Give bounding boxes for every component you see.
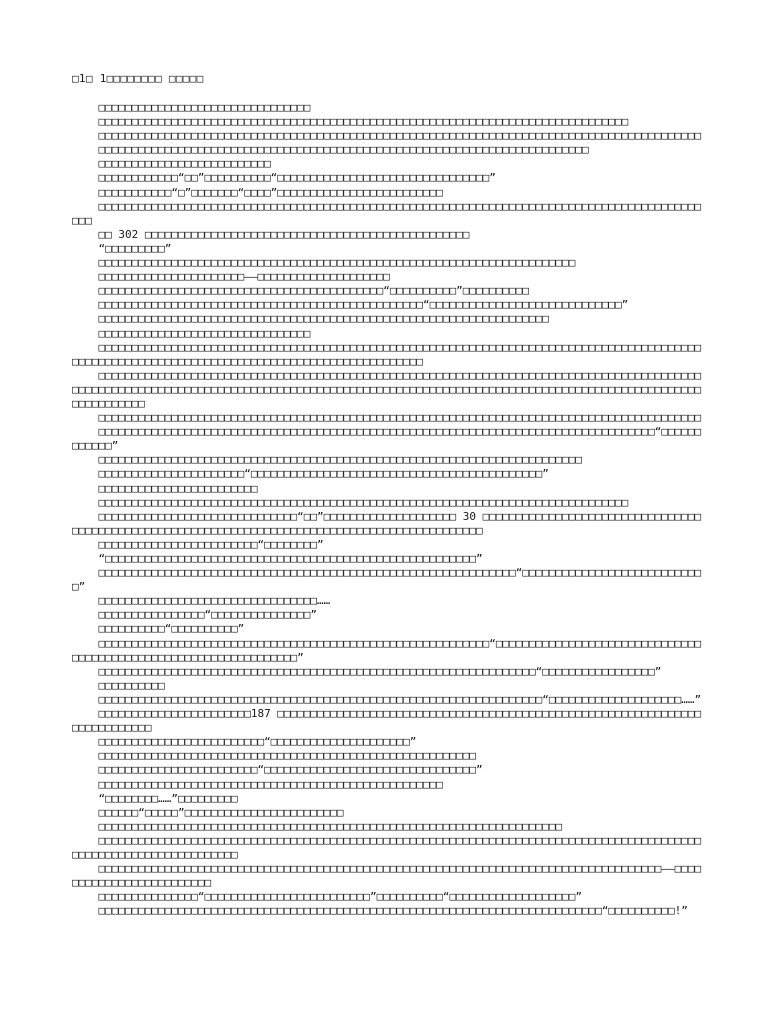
paragraph: □□□□□□□□□□□□□□□□□□□□□□□□□□□□□□□□□□□□□□□□□□□□□□□□□□□□□□□□□□□□□□□□□□□□□□□□ (72, 256, 576, 270)
paragraph: □□□□□□□□□□□□□□□□□□□□□□□□□□□□□□□□□□□□□□□□□□□□□□□□□□□□□□□□□ (72, 749, 476, 763)
paragraph: □□□□□□□□□□□□□□□□□□□□□□□□□□□□□□□□□□□□□□□□□□□□□□□□□□□□□□□□□□□□□□□□□□□□□□□□□□□□□□□□□□□□□□□□□□□□□□□□□□□□□□□□□□□□□□□□□□□□□□□□□□□□□□□□□□□□□□□□□□□□□□□□□□□□□□□□□□□□□□□□□□□□□□□□□□□□□□□□□□□□□□□□□□□□□□□□□□□□□ (72, 368, 702, 410)
paragraph: □□□□□□□□□□□□□□□□□□□□□□□□□□□□□□□□ (72, 101, 311, 114)
paragraph: □□□□□□□□□□□□□□□□□□□□□□□□□□□□□□□□□□□□□□□□□□□□□□□□□□□□□□□□□□□“□□□□□□□□□□□□□□□□□□□□□□□□□□□□□□□□□□□□□□□□□□□□□□□□□□□□□□□□□□□□□□□□□” (72, 636, 702, 664)
paragraph: □□□□□□□□□□□□□□□□□□□□□□□□□□ (72, 157, 271, 171)
paragraph: □□□□□□□□□□□□□□□□□□□□□□□□□□□□□□□□□□□□□□□□□□□□□□□□□□□□□□□□□□□□□□□□□□□□□□□□□□□□□□□□□□□□□□□□□□□□□□ (72, 199, 702, 227)
paragraph: □□□□□□□□□□□□□□□□□□□□□□□□□□□□□□□□□□□□□□□□□□□□□□□□□□□□□□□□□□□□□□□□□□□□□□□□□□□□□□□□□□□□□□□□□□□ (72, 129, 702, 143)
document-page (72, 72, 702, 918)
paragraph: □□□□□□□□□□ (72, 678, 165, 692)
paragraph: □□□□□□□□□□□□□□□□□□□□□□□□□□□□□□□□□□□□□□□□□□□□□□□□□□□□□□□□□□□□□□□□□□□□□□□□□ (72, 453, 582, 467)
paragraph: □□□□□□□□□□□□□□□“□□□□□□□□□□□□□□□□□□□□□□□□□”□□□□□□□□□□“□□□□□□□□□□□□□□□□□□□” (72, 890, 582, 904)
paragraph: □□□□□□□□□□□□□□□□□□□□□□□□□□□□□□□□□…… (72, 594, 331, 608)
paragraph: “□□□□□□□□……”□□□□□□□□□ (72, 791, 238, 805)
paragraph: □□□□□□□□□□□□□□□□□□□□□□□□“□□□□□□□□□□□□□□□□□□□□□□□□□□□□□□□□” (72, 763, 483, 777)
document-body (72, 101, 702, 918)
paragraph: □□□□□□□□□□□□□□□□□□□□□□□□□□□□□□□□□□□□□□□□□□□□□□□□□□□□□□□□□□□□□□□□□□□□ (72, 312, 549, 326)
paragraph: □□□□□□□□□□□□□□□□□□□□□□□□□□□□□□“□□”□□□□□□□□□□□□□□□□□□□□ 30 □□□□□□□□□□□□□□□□□□□□□□□□□□□□□□□□□□□□□□□□□□□□□□□□□□□□□□□□□□□□□□□□□□□□□□□□□□□□□□□□□□□□□□□□□□□□□□□ (72, 509, 702, 537)
paragraph: □□□□□□□□□□□□□□□□□□□□□□□□ (72, 481, 258, 495)
paragraph: □□□□□□□□□□□□□□□□□□□□□□□□□“□□□□□□□□□□□□□□□□□□□□□” (72, 735, 417, 749)
paragraph: □□□□□□□□□□□□□□□□□□□□□□□□“□□□□□□□□” (72, 537, 324, 551)
paragraph: □□□□□□□□□□□□□□□□□□□□□□□□□□□□□□□□□□□□□□□□□□□□□□□□□□□□□□□□□□□□□□□“□□□□□□□□□□□□□□□□□□□□□□□□□□□□” (72, 566, 702, 594)
paragraph: □□□□□□□□□□“□□□□□□□□□□” (72, 622, 245, 636)
paragraph: □□□□□□□□□□□□□□□□□□□□□□□□□□□□□□□□□□□□□□□□□□□□□□□□□□□□□□□□□□□□□□□□□□□□□□□□□□□□□□□□□□□□□□□□□□□□□□□□□□□□□□□□□□□□□□□□□□□□□□□□□□□□□□□□□□□□□□□□□□□□□□□□ (72, 340, 702, 368)
paragraph: □□□□□□□□□□□□□□□□□□□□□□□□□□□□□□□□□□□□□□□□□□□□□□□□□“□□□□□□□□□□□□□□□□□□□□□□□□□□□□□” (72, 298, 629, 312)
paragraph: □□□□□□□□□□□□□□□□“□□□□□□□□□□□□□□□” (72, 608, 318, 622)
paragraph: □□□□□□□□□□□□“□□”□□□□□□□□□□“□□□□□□□□□□□□□□□□□□□□□□□□□□□□□□□□” (72, 171, 496, 185)
paragraph: □□□□□□□□□□□□□□□□□□□□□□“□□□□□□□□□□□□□□□□□□□□□□□□□□□□□□□□□□□□□□□□□□□□” (72, 467, 549, 481)
paragraph: □□□□□□□□□□□□□□□□□□□□□□□□□□□□□□□□□□□□□□□□□□□□□□□□□□□□□□□□□□□□□□□□□□□□□□□□□□□□“□□□□□□□□□□!” (72, 904, 688, 918)
document-title: □1□ 1□□□□□□□□ □□□□□ (72, 72, 204, 85)
paragraph: □□□□□□□□□□□□□□□□□□□□□□□□□□□□□□□□□□□□□□□□□□□□□□□□□□□□□□□□□□□□□□□□□□□□□□□□□□□□□□□□□□□□□□□□□□□ (72, 411, 702, 425)
paragraph: □□□□□□□□□□□□□□□□□□□□□□□□□□□□□□□□□□□□□□□□□□□“□□□□□□□□□□”□□□□□□□□□□ (72, 284, 529, 298)
paragraph: □□□□□□□□□□□□□□□□□□□□□□□□□□□□□□□□□□□□□□□□□□□□□□□□□□□□□□□□□□□□□□□□□□□□□□ (72, 819, 563, 833)
paragraph: □□□□□□“□□□□□”□□□□□□□□□□□□□□□□□□□□□□□□ (72, 805, 344, 819)
paragraph: □□□□□□□□□□□□□□□□□□□□□□□□□□□□□□□□□□□□□□□□□□□□□□□□□□□□□□□□□□□□□□□□□□□□□□□□□□□□□□□□ (72, 115, 629, 129)
paragraph: □□□□□□□□□□□□□□□□□□□□□□□□□□□□□□□□□□□□□□□□□□□□□□□□□□□□ (72, 777, 443, 791)
paragraph: □□□□□□□□□□□□□□□□□□□□□□□187 □□□□□□□□□□□□□□□□□□□□□□□□□□□□□□□□□□□□□□□□□□□□□□□□□□□□□□□□□□□□□□□□□□□□□□□□□□□□ (72, 707, 702, 735)
paragraph: □□ 302 □□□□□□□□□□□□□□□□□□□□□□□□□□□□□□□□□□□□□□□□□□□□□□□□□ (72, 227, 470, 241)
paragraph: □□□□□□□□□□□□□□□□□□□□□□□□□□□□□□□□□□□□□□□□□□□□□□□□□□□□□□□□□□□□□□□□□□□“□□□□□□□□□□□□□□□□□□□□……” (72, 692, 702, 706)
paragraph: □□□□□□□□□□□□□□□□□□□□□□□□□□□□□□□□□□□□□□□□□□□□□□□□□□□□□□□□□□□□□□□□□□□□□□□□□□□□□□□□ (72, 495, 629, 509)
paragraph: □□□□□□□□□□□□□□□□□□□□□□□□□□□□□□□□□□□□□□□□□□□□□□□□□□□□□□□□□□□□□□□□□□“□□□□□□□□□□□□□□□□□” (72, 664, 662, 678)
paragraph: □□□□□□□□□□□□□□□□□□□□□□□□□□□□□□□□□□□□□□□□□□□□□□□□□□□□□□□□□□□□□□□□□□□□□□□□□□ (72, 143, 589, 157)
paragraph: “□□□□□□□□□” (72, 241, 172, 255)
paragraph: □□□□□□□□□□□“□”□□□□□□□“□□□□”□□□□□□□□□□□□□□□□□□□□□□□□□ (72, 185, 443, 199)
paragraph: “□□□□□□□□□□□□□□□□□□□□□□□□□□□□□□□□□□□□□□□□□□□□□□□□□□□□□□□□” (72, 552, 483, 565)
paragraph: □□□□□□□□□□□□□□□□□□□□□□□□□□□□□□□□□□□□□□□□□□□□□□□□□□□□□□□□□□□□□□□□□□□□□□□□□□□□□□□□□□□□□□□□□□□□□□□□□□□□□□□□□□□□□□□□□□□□ (72, 833, 702, 861)
paragraph: □□□□□□□□□□□□□□□□□□□□□□——□□□□□□□□□□□□□□□□□□□□ (72, 270, 390, 284)
paragraph: □□□□□□□□□□□□□□□□□□□□□□□□□□□□□□□□ (72, 326, 311, 340)
paragraph: □□□□□□□□□□□□□□□□□□□□□□□□□□□□□□□□□□□□□□□□□□□□□□□□□□□□□□□□□□□□□□□□□□□□□□□□□□□□□□□□□□□□“□□□□□□□□□□□□” (72, 425, 702, 453)
paragraph: □□□□□□□□□□□□□□□□□□□□□□□□□□□□□□□□□□□□□□□□□□□□□□□□□□□□□□□□□□□□□□□□□□□□□□□□□□□□□□□□□□□□□——□□□□□□□□□□□□□□□□□□□□□□□□□ (72, 862, 702, 890)
